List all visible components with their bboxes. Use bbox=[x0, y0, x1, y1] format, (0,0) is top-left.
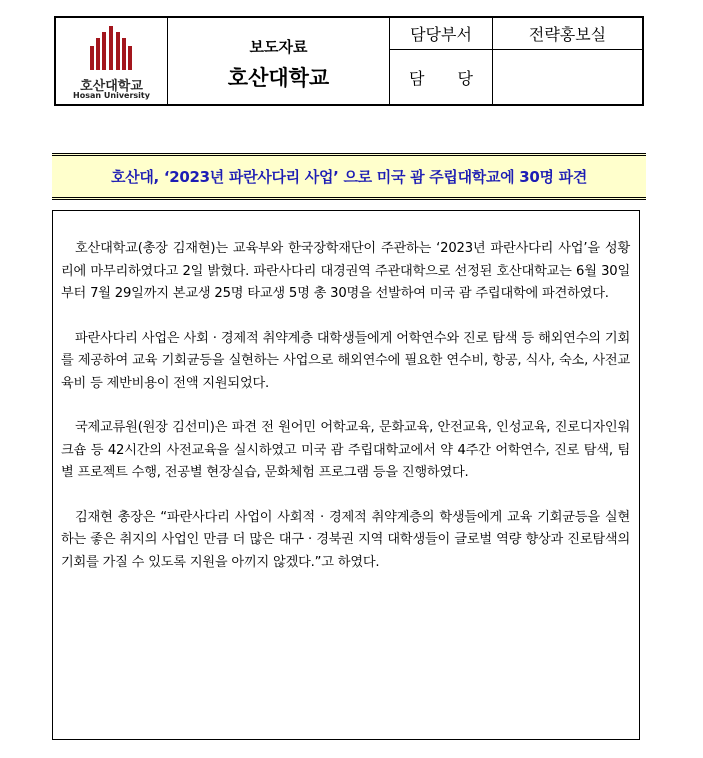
headline-banner bbox=[52, 153, 646, 200]
university-name: 호산대학교 bbox=[227, 66, 330, 90]
headline-text: 호산대, ‘2023년 파란사다리 사업’ 으로 미국 괌 주립대학교에 30명 파견 bbox=[110, 168, 588, 186]
logo-name-english: Hosan University bbox=[73, 91, 150, 100]
logo-name-korean: 호산대학교 bbox=[80, 79, 143, 94]
title-cell bbox=[168, 18, 390, 104]
paragraph: 김재현 총장은 “파란사다리 사업이 사회적 · 경제적 취약계층의 학생들에게 교육 기회균등을 실현하는 좋은 취지의 사업인 만큼 더 많은 대구 · 경북권 지역 대학생들이 글로벌 역량 향상과 진로탐색의 기회를 가질 수 있도록 지원을 아끼지 않겠다.”고 하였다. bbox=[61, 509, 630, 570]
department-value-cell bbox=[493, 18, 642, 50]
university-emblem-icon bbox=[86, 24, 136, 72]
staff-value-cell bbox=[493, 50, 642, 104]
paragraph: 호산대학교(총장 김재현)는 교육부와 한국장학재단이 주관하는 ‘2023년 파란사다리 사업’을 성황리에 마무리하였다고 2일 밝혔다. 파란사다리 대경권역 주관대학으로 선정된 호산대학교는 6월 30일부터 7월 29일까지 본교생 25명 타교생 5명 총 30명을 선발하여 미국 괌 주립대학에 파견하였다. bbox=[61, 241, 630, 301]
department-label-cell bbox=[390, 18, 493, 50]
paragraph: 파란사다리 사업은 사회 · 경제적 취약계층 대학생들에게 어학연수와 진로 탐색 등 해외연수의 기회를 제공하여 교육 기회균등을 실현하는 사업으로 해외연수에 필요한 연수비, 항공, 식사, 숙소, 사전교육비 등 제반비용이 전액 지원되었다. bbox=[61, 330, 630, 391]
department-label: 담당부서 bbox=[410, 25, 472, 44]
press-release-header-table bbox=[54, 16, 644, 106]
article-body bbox=[52, 210, 640, 740]
staff-label: 담 당 bbox=[409, 68, 487, 88]
department-value: 전략홍보실 bbox=[528, 25, 607, 44]
university-logo bbox=[56, 18, 168, 104]
staff-label-cell bbox=[390, 50, 493, 104]
press-release-label: 보도자료 bbox=[249, 38, 308, 56]
paragraph: 국제교류원(원장 김선미)은 파견 전 원어민 어학교육, 문화교육, 안전교육, 인성교육, 진로디자인워크숍 등 42시간의 사전교육을 실시하였고 미국 괌 주립대학교에서 약 4주간 어학연수, 진로 탐색, 팀별 프로젝트 수행, 전공별 현장실습, 문화체험 프로그램 등을 진행하였다. bbox=[61, 420, 630, 480]
